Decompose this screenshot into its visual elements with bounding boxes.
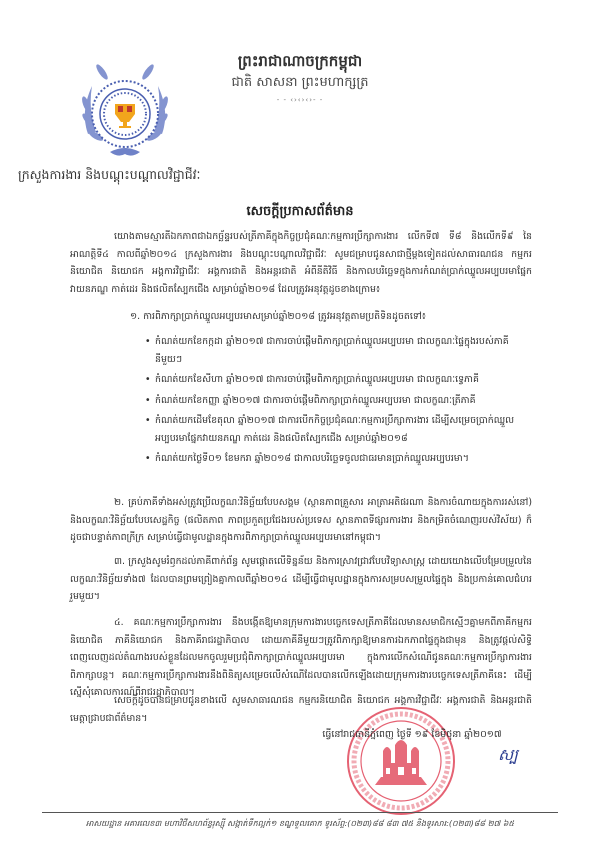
section-text: គ្រប់ភាគីទាំងអស់ត្រូវប្រើលក្ខណៈវិនិច្ឆ័យបែបសង្គម (ស្ថានភាពគ្រួសារ អាត្រាអតិផរណា និងការចំណាយក្នុងការរស់នៅ) និងលក្ខណៈវិនិច្ឆ័យបែបសេដ្ឋកិច្ច (ផលិតភាព ភាពប្រកួតប្រជែងរបស់ប្រទេស ស្ថានភាពទីផ្សារការងារ និងកម្រិតចំណេញរបស់វិស័យ) ក៏ដូចជាបន្ទាត់ភាពក្រីក្រ សម្រាប់ធ្វើជាមូលដ្ឋានក្នុងការពិភាក្សាប្រាក់ឈ្នួលអប្បបរមានៅកម្ពុជា។ [70, 497, 532, 543]
list-item: • កំណត់យកថ្ងៃទី០១ ខែមករា ឆ្នាំ២០១៨ ជាកាលបរិច្ឆេទចូលជាធរមានប្រាក់ឈ្នួលអប្បបរមា។ [145, 450, 535, 468]
national-motto: ជាតិ សាសនា ព្រះមហាក្សត្រ [231, 75, 369, 90]
kingdom-title: ព្រះរាជាណាចក្រកម្ពុជា [237, 52, 363, 70]
signature-mark: ស្ប [498, 745, 518, 764]
intro-text: យោងតាមស្មារតីឯកភាពជាឯកច្ឆ័ន្ទរបស់ត្រីភាគីក្នុងកិច្ចប្រជុំគណៈកម្មការប្រឹក្សាការងារ លើកទី៧ ទី៨ និងលើកទី៩ នៃអាណត្តិទី៤ កាលពីឆ្នាំ២០១៤ ក្រសួងការងារ និងបណ្តុះបណ្តាលវិជ្ជាជីវៈ សូមជម្រាបជូនសាជាថ្មីម្តងទៀតដល់សាធារណជន កម្មករនិយោជិត និយោជក អង្គការវិជ្ជាជីវៈ អង្គការជាតិ និងអន្តរជាតិ អំពីនីតិវិធី និងកាលបរិច្ឆេទក្នុងការកំណត់ប្រាក់ឈ្នួលអប្បបរមាផ្នែកវាយនភណ្ឌ កាត់ដេរ និងផលិតស្បែកជើង សម្រាប់ឆ្នាំ២០១៨ ដែលត្រូវអនុវត្តដូចខាងក្រោម៖ [70, 231, 532, 295]
section-number: ៤. [114, 617, 124, 628]
section-3-paragraph [70, 553, 532, 606]
section-4-paragraph [70, 614, 532, 702]
list-item: • កំណត់យកខែកញ្ញា ឆ្នាំ២០១៧ ជាការចាប់ផ្តើមពិភាក្សាប្រាក់ឈ្នួលអប្បបរមា ជាលក្ខណៈត្រីភាគី [145, 392, 535, 410]
place-and-date: ធ្វើនៅរាជធានីភ្នំពេញ ថ្ងៃទី ១៩ ខែមិថុនា ឆ្នាំ២០១៧ [322, 729, 502, 740]
closing-text: សេចក្តីដូចបានជម្រាបជូនខាងលើ សូមសាធារណជន កម្មករនិយោជិត និយោជក អង្គការវិជ្ជាជីវៈ អង្គការជាតិ និងអន្តរជាតិ មេត្តាជ្រាបជាព័ត៌មាន។ [70, 695, 532, 724]
section-2-paragraph [70, 494, 532, 547]
section-1-heading [130, 308, 530, 326]
section-text: គណៈកម្មការប្រឹក្សាការងារ នឹងបង្កើតឱ្យមានក្រុមការងារបច្ចេកទេសត្រីភាគីដែលមានសមាជិកស្មើៗគ្នាមកពីភាគីកម្មករនិយោជិត ភាគីនិយោជក និងភាគីរាជរដ្ឋាភិបាល ដោយភាគីនីមួយៗត្រូវពិភាក្សាឱ្យមានការឯកភាពផ្ទៃក្នុងជាមុន និងត្រូវផ្តល់សិទ្ធិពេញលេញដល់តំណាងរបស់ខ្លួនដែលមកចូលរួមប្រជុំពិភាក្សាប្រាក់ឈ្នួលអប្បបរមា ក្នុងការលើកសំណើជូនគណៈកម្មការប្រឹក្សាការងារពិភាក្សាបន្ត។ គណៈកម្មការប្រឹក្សាការងារនឹងពិនិត្យសម្រេចលើសំណើដែលបានលើកឡើងដោយក្រុមការងារបច្ចេកទេសត្រីភាគីនេះ ដើម្បីស្នើសុំគោលការណ៍ពីរាជរដ្ឋាភិបាល។ [70, 617, 533, 698]
official-seal-icon [345, 705, 457, 817]
document-title: សេចក្តីប្រកាសព័ត៌មាន [246, 204, 354, 219]
intro-paragraph [70, 228, 532, 298]
section-number: ១. [130, 311, 141, 322]
list-item: • កំណត់យកខែសីហា ឆ្នាំ២០១៧ ជាការចាប់ផ្តើមពិភាក្សាប្រាក់ឈ្នួលអប្បបរមា ជាលក្ខណៈទ្វេភាគី [145, 371, 535, 389]
list-item: • កំណត់យកដើមខែតុលា ឆ្នាំ២០១៧ ជាការបើកកិច្ចប្រជុំគណៈកម្មការប្រឹក្សាការងារ ដើម្បីសម្រេចប្រាក់ឈ្នួលអប្បបរមាផ្នែកវាយនភណ្ឌ កាត់ដេរ និងផលិតស្បែកជើង សម្រាប់ឆ្នាំ២០១៨ [145, 412, 535, 447]
header-ornament: - - ‹›‹›‹›- - [276, 96, 324, 104]
section-number: ២. [114, 497, 125, 508]
ministry-name: ក្រសួងការងារ និងបណ្តុះបណ្តាលវិជ្ជាជីវៈ [18, 167, 201, 182]
ministry-emblem-icon [74, 64, 176, 166]
list-item: • កំណត់យកខែកក្កដា ឆ្នាំ២០១៧ ជាការចាប់ផ្តើមពិភាក្សាប្រាក់ឈ្នួលអប្បបរមា ជាលក្ខណៈផ្ទៃក្នុងរបស់ភាគីនីមួយៗ [145, 333, 535, 368]
section-text: ក្រសួងសូមរំឭកដល់ភាគីពាក់ព័ន្ធ សូមផ្តោតលើទិន្នន័យ និងការស្រាវជ្រាវបែបវិទ្យាសាស្ត្រ ដោយយោងលើបម្រែបម្រួលនៃលក្ខណៈវិនិច្ឆ័យទាំង៧ ដែលបានព្រមព្រៀងគ្នាកាលពីឆ្នាំ២០១៤ ដើម្បីធ្វើជាមូលដ្ឋានក្នុងការសម្របសម្រួលផ្ទៃក្នុង និងប្រកាន់គោលជំហររួមមួយ។ [70, 556, 532, 602]
section-text: ការពិភាក្សាប្រាក់ឈ្នួលអប្បបរមាសម្រាប់ឆ្នាំ២០១៨ ត្រូវអនុវត្តតាមប្រតិទិនដូចតទៅ៖ [143, 311, 426, 322]
schedule-list [145, 333, 535, 471]
footer-divider [42, 812, 558, 813]
closing-paragraph [70, 692, 532, 727]
footer-address: អាសយដ្ឋាន អគារលេខ៣ មហាវិថីសហព័ន្ធរុស្ស៊ី សង្កាត់ទឹកល្អក់១ ខណ្ឌទួលគោក ទូរស័ព្ទ:(០២៣)៨៨ ៨៣ ៧៥ និងទូរសារ:(០២៣)៨៨ ២៧ ៦៥ [85, 819, 515, 828]
section-number: ៣. [114, 556, 125, 567]
